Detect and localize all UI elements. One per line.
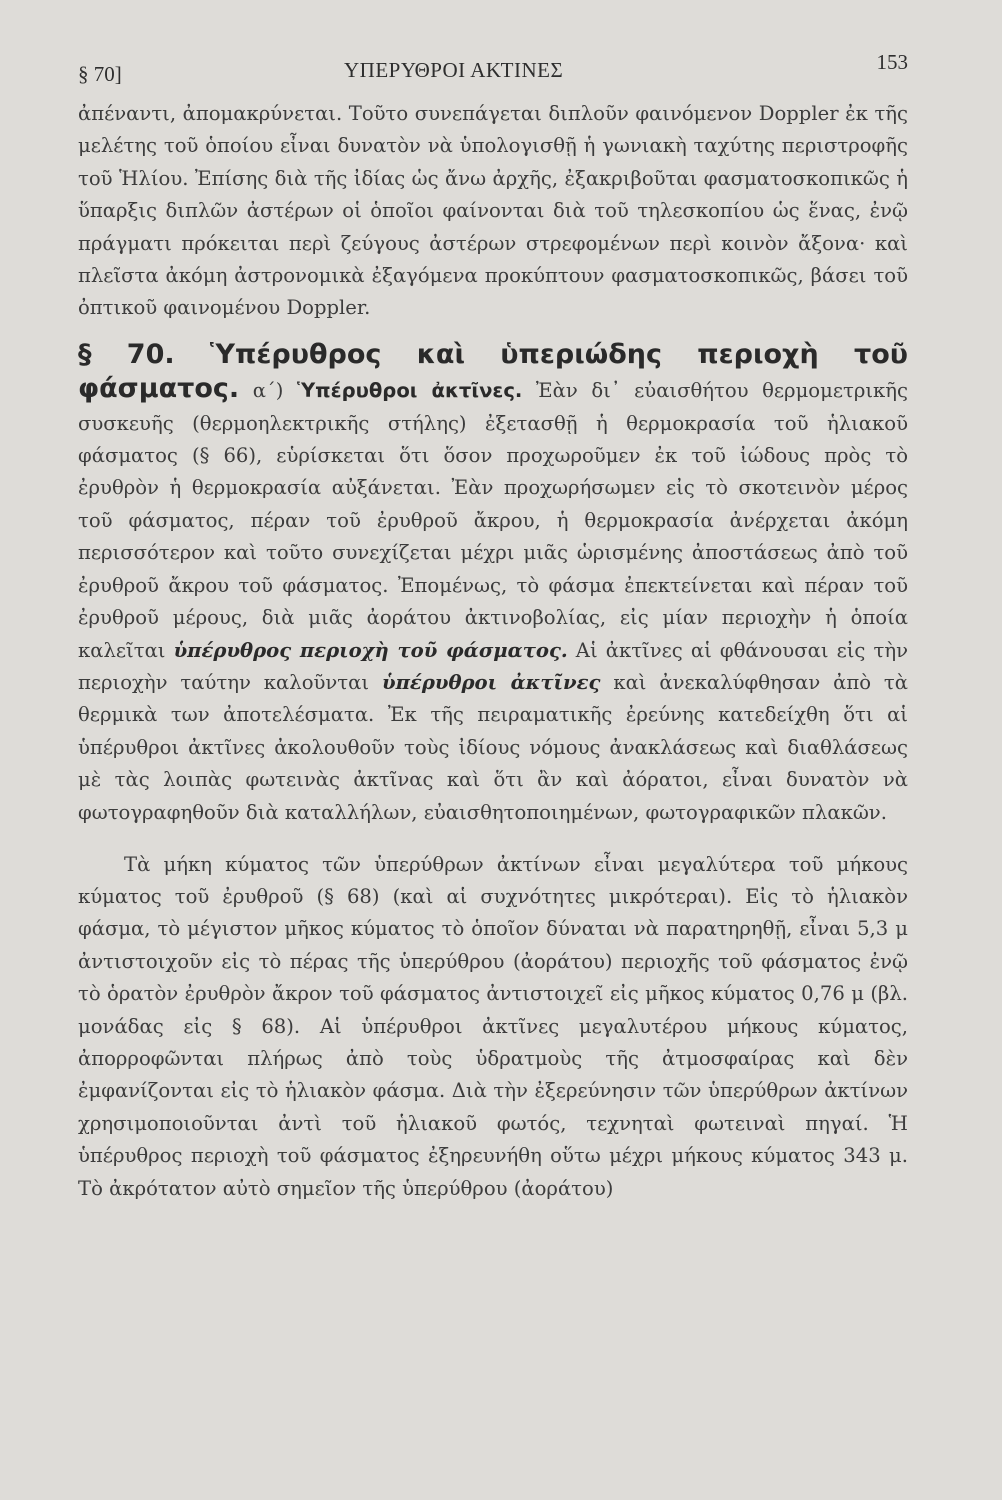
section-text-c: καὶ ἀνεκαλύφθησαν ἀπὸ τὰ θερμικὰ των ἀποτελέσματα. Ἐκ τῆς πειραματικῆς ἐρεύνης κατεδείχθη ὅτι αἱ ὑπέρυθροι ἀκτῖνες ἀκολουθοῦν τοὺς ἰδίους νόμους ἀνακλάσεως καὶ διαθλάσεως μὲ τὰς λοιπὰς φωτεινὰς ἀκτῖνας καὶ ὅτι ἂν καὶ ἀόρατοι, εἶναι δυνατὸν νὰ φωτογραφηθοῦν διὰ καταλλήλων, εὐαισθητοποιημένων, φωτογραφικῶν πλακῶν. [78,670,908,824]
header-section-ref: § 70] [78,62,122,86]
page-number: 153 [876,50,908,74]
running-header [78,46,908,86]
header-running-title: ΥΠΕΡΥΘΡΟΙ ΑΚΤΙΝΕΣ [344,58,564,82]
subsection-marker: α΄) [252,379,284,403]
term-infrared-region: ὑπέρυθρος περιοχὴ τοῦ φάσματος. [173,638,568,662]
page-content [78,46,908,1205]
subsection-heading: Ὑπέρυθροι ἀκτῖνες. [296,379,523,403]
term-infrared-rays: ὑπέρυθροι ἀκτῖνες [381,670,601,694]
paragraph-doppler: ἀπέναντι, ἀπομακρύνεται. Τοῦτο συνεπάγεται διπλοῦν φαινόμενον Doppler ἐκ τῆς μελέτης τοῦ ὁποίου εἶναι δυνατὸν νὰ ὑπολογισθῇ ἡ γωνιακὴ ταχύτης περιστροφῆς τοῦ Ἡλίου. Ἐπίσης διὰ τῆς ἰδίας ὡς ἄνω ἀρχῆς, ἐξακριβοῦται φασματοσκοπικῶς ἡ ὕπαρξις διπλῶν ἀστέρων οἱ ὁποῖοι φαίνονται διὰ τοῦ τηλεσκοπίου ὡς ἕνας, ἐνῷ πράγματι πρόκειται περὶ ζεύγους ἀστέρων στρεφομένων περὶ κοινὸν ἄξονα· καὶ πλεῖστα ἀκόμη ἀστρονομικὰ ἐξαγόμενα προκύπτουν φασματοσκοπικῶς, βάσει τοῦ ὀπτικοῦ φαινομένου Doppler. [78,102,908,320]
section-heading: § 70. Ὑπέρυθρος καὶ ὑπεριώδης περιοχὴ τοῦ φάσματος. [78,338,908,405]
section-70 [78,339,908,829]
section-text-b: Αἱ ἀκτῖνες αἱ φθάνουσαι εἰς τὴν περιοχὴν ταύτην καλοῦνται [78,638,908,694]
paragraph-wavelengths: Τὰ μήκη κύματος τῶν ὑπερύθρων ἀκτίνων εἶναι μεγαλύτερα τοῦ μήκους κύματος τοῦ ἐρυθροῦ (§ 68) (καὶ αἱ συχνότητες μικρότεραι). Εἰς τὸ ἡλιακὸν φάσμα, τὸ μέγιστον μῆκος κύματος τὸ ὁποῖον δύναται νὰ παρατηρηθῇ, εἶναι 5,3 μ ἀντιστοιχοῦν εἰς τὸ πέρας τῆς ὑπερύθρου (ἀοράτου) περιοχῆς τοῦ φάσματος ἐνῷ τὸ ὁρατὸν ἐρυθρὸν ἄκρον τοῦ φάσματος ἀντιστοιχεῖ εἰς μῆκος κύματος 0,76 μ (βλ. μονάδας εἰς § 68). Αἱ ὑπέρυθροι ἀκτῖνες μεγαλυτέρου μήκους κύματος, ἀπορροφῶνται πλήρως ἀπὸ τοὺς ὑδρατμοὺς τῆς ἀτμοσφαίρας καὶ δὲν ἐμφανίζονται εἰς τὸ ἡλιακὸν φάσμα. Διὰ τὴν ἐξερεύνησιν τῶν ὑπερύθρων ἀκτίνων χρησιμοποιοῦνται ἀντὶ τοῦ ἡλιακοῦ φωτός, τεχνηταὶ φωτειναὶ πηγαί. Ἡ ὑπέρυθρος περιοχὴ τοῦ φάσματος ἐξηρευνήθη οὕτω μέχρι μήκους κύματος 343 μ. Τὸ ἀκρότατον αὐτὸ σημεῖον τῆς ὑπερύθρου (ἀοράτου) [78,852,908,1200]
section-text-a: Ἐὰν δι᾿ εὐαισθήτου θερμομετρικῆς συσκευῆς (θερμοηλεκτρικῆς στήλης) ἐξετασθῇ ἡ θερμοκρασία τοῦ ἡλιακοῦ φάσματος (§ 66), εὑρίσκεται ὅτι ὅσον προχωροῦμεν ἐκ τοῦ ἰώδους πρὸς τὸ ἐρυθρὸν ἡ θερμοκρασία αὐξάνεται. Ἐὰν προχωρήσωμεν εἰς τὸ σκοτεινὸν μέρος τοῦ φάσματος, πέραν τοῦ ἐρυθροῦ ἄκρου, ἡ θερμοκρασία ἀνέρχεται ἀκόμη περισσότερον καὶ τοῦτο συνεχίζεται μέχρι μιᾶς ὡρισμένης ἀποστάσεως ἀπὸ τοῦ ἐρυθροῦ ἄκρου τοῦ φάσματος. Ἐπομένως, τὸ φάσμα ἐπεκτείνεται καὶ πέραν τοῦ ἐρυθροῦ μέρους, διὰ μιᾶς ἀοράτου ἀκτινοβολίας, εἰς μίαν περιοχὴν ἡ ὁποία καλεῖται [78,379,908,662]
